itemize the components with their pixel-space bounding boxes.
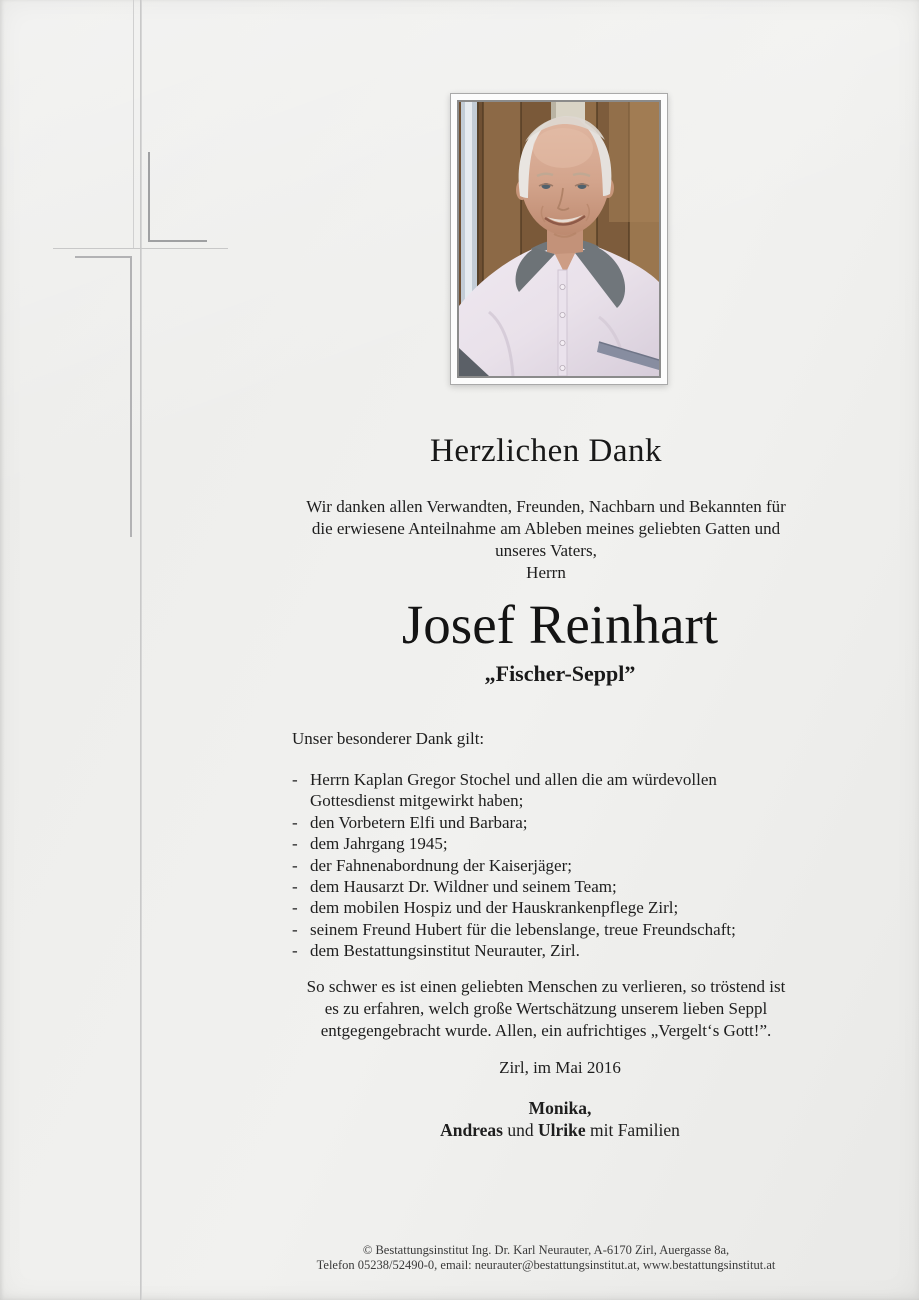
family-name-1: Monika, [528, 1098, 592, 1118]
list-dash: - [292, 919, 298, 939]
intro-line: Herrn [526, 563, 566, 582]
portrait-photo-frame [450, 93, 668, 385]
deceased-name: Josef Reinhart [401, 594, 719, 655]
dateline: Zirl, im Mai 2016 [499, 1058, 621, 1077]
cross-line-stem [130, 256, 132, 537]
intro-line: die erwiesene Anteilnahme am Ableben meines geliebten Gatten und [311, 519, 781, 538]
list-dash: - [292, 941, 298, 961]
thanks-item-text: seinem Freund Hubert für die lebenslange, treue Freundschaft; [310, 919, 736, 939]
family-line-2 [270, 1119, 850, 1141]
family-signature [270, 1097, 850, 1141]
thanks-heading: Unser besonderer Dank gilt: [292, 729, 485, 748]
list-dash: - [292, 898, 298, 918]
thanks-item [292, 876, 804, 897]
list-dash: - [292, 812, 298, 832]
closing-paragraph [266, 976, 826, 1042]
family-conjunction: und [502, 1120, 538, 1140]
cross-line-horizontal-medium [75, 256, 131, 258]
cross-bracket-horizontal [148, 240, 207, 242]
intro-line: Wir danken allen Verwandten, Freunden, Nachbarn und Bekannten für [306, 497, 786, 516]
intro-line: unseres Vaters, [495, 541, 597, 560]
footer-contact [268, 1243, 824, 1272]
thanks-item-text: dem Bestattungsinstitut Neurauter, Zirl. [310, 941, 580, 961]
portrait-photo [457, 100, 661, 378]
cross-line-vertical-top [133, 0, 134, 249]
closing-line: So schwer es ist einen geliebten Menschen zu verlieren, so tröstend ist [306, 977, 786, 996]
list-dash: - [292, 834, 298, 854]
thanks-item [292, 833, 804, 854]
closing-line: es zu erfahren, welch große Wertschätzung unserem lieben Seppl [324, 999, 768, 1018]
thanks-item [292, 812, 804, 833]
intro-paragraph [268, 496, 824, 584]
closing-line: entgegengebracht wurde. Allen, ein aufrichtiges „Vergelt‘s Gott!”. [320, 1021, 772, 1040]
thanks-item [292, 897, 804, 918]
thanks-item-text: dem mobilen Hospiz und der Hauskrankenpflege Zirl; [310, 898, 679, 918]
cross-line-vertical-long [140, 0, 142, 1300]
cross-line-horizontal-light [53, 248, 228, 249]
family-suffix: mit Familien [585, 1120, 680, 1140]
thanks-item [292, 919, 804, 940]
thanks-item [292, 769, 804, 812]
thanks-item [292, 855, 804, 876]
thanks-item-text: der Fahnenabordnung der Kaiserjäger; [310, 855, 572, 875]
thanks-item-text: den Vorbetern Elfi und Barbara; [310, 812, 528, 832]
cross-bracket-vertical [148, 152, 150, 242]
thanks-item [292, 940, 804, 961]
list-dash: - [292, 877, 298, 897]
thanks-item-text: Herrn Kaplan Gregor Stochel und allen die am würdevollen Gottesdienst mitgewirkt haben; [310, 770, 717, 811]
family-name-3: Ulrike [537, 1120, 586, 1140]
footer-line-1: © Bestattungsinstitut Ing. Dr. Karl Neurauter, A-6170 Zirl, Auergasse 8a, [362, 1243, 730, 1257]
thanks-item-text: dem Hausarzt Dr. Wildner und seinem Team; [310, 877, 617, 897]
list-dash: - [292, 855, 298, 875]
page-title: Herzlichen Dank [430, 433, 662, 469]
thanks-item-text: dem Jahrgang 1945; [310, 834, 448, 854]
family-name-2: Andreas [440, 1120, 503, 1140]
footer-line-2: Telefon 05238/52490-0, email: neurauter@bestattungsinstitut.at, www.bestattungsinstitut.at [316, 1257, 776, 1272]
list-dash: - [292, 770, 298, 789]
deceased-nickname: „Fischer-Seppl” [484, 661, 636, 686]
thanks-list [292, 769, 804, 962]
